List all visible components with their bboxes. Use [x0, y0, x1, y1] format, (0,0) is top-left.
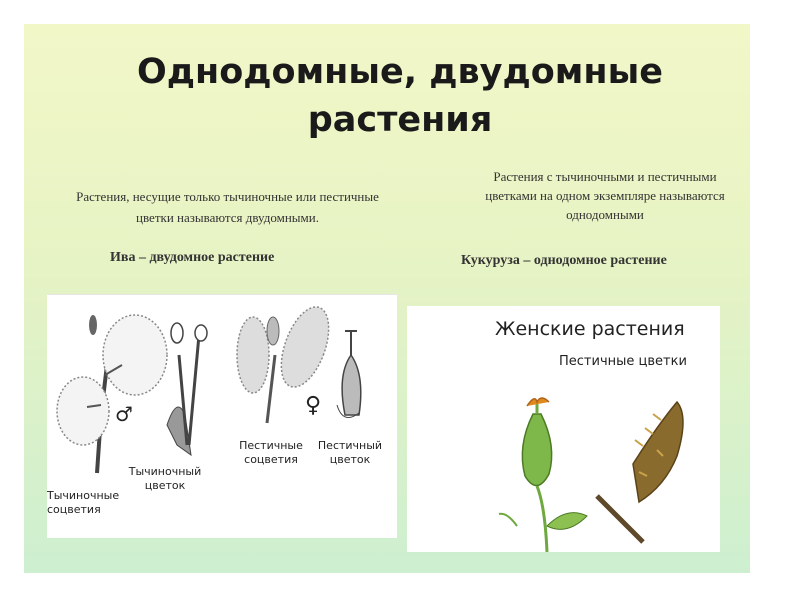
female-plants-drawing	[407, 306, 720, 552]
male-symbol: ♂	[115, 402, 133, 426]
corn-example: Кукуруза – однодомное растение	[461, 253, 667, 268]
slide-title	[0, 48, 800, 144]
monoecious-definition: Растения с тычиночными и пестичными цветками на одном экземпляре называются однодомными	[485, 169, 725, 222]
label-staminate-inflorescences: Тычиночные соцветия	[47, 489, 120, 516]
dioecious-definition: Растения, несущие только тычиночные или пестичные цветки называются двудомными.	[76, 189, 379, 225]
title-line-1: Однодомные, двудомные	[137, 52, 663, 92]
female-plants-title: Женские растения	[495, 318, 685, 340]
willow-example: Ива – двудомное растение	[110, 250, 275, 265]
label-pistillate-inflorescences: Пестичные соцветия	[239, 439, 303, 466]
label-staminate-flower: Тычиночный цветок	[128, 465, 202, 492]
female-plants-illustration	[407, 306, 720, 552]
female-symbol: ♀	[305, 393, 322, 418]
label-pistillate-flowers: Пестичные цветки	[559, 354, 687, 369]
title-line-2: растения	[307, 100, 493, 140]
willow-illustration	[47, 294, 397, 538]
label-pistillate-flower: Пестичный цветок	[317, 439, 383, 466]
